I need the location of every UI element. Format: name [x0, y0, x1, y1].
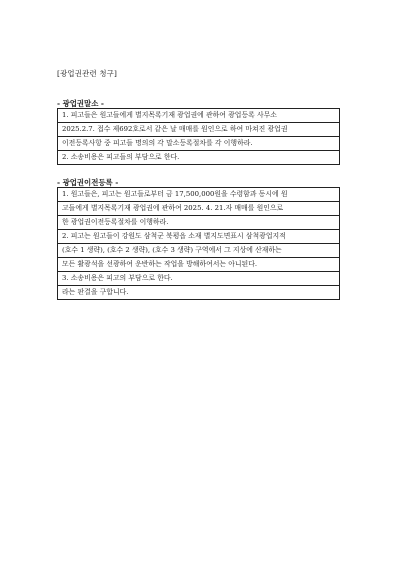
claim-line: 한 광업권이전등록절차를 이행하라.	[58, 215, 339, 229]
claim-line: 라는 판결을 구합니다.	[58, 285, 339, 299]
claim-line: 모든 활광석을 선광하여 운반하는 작업을 방해하여서는 아니된다.	[58, 257, 339, 271]
claim-line: 3. 소송비용은 피고의 부담으로 한다.	[58, 271, 339, 285]
claim-line: (호수 1 생략), (호수 2 생략), (호수 3 생략) 구역에서 그 지상에 산재하는	[58, 243, 339, 257]
section-label-mining-right-transfer: - 광업권이전등록 -	[57, 178, 119, 187]
claim-line: 2. 소송비용은 피고들의 부담으로 한다.	[58, 150, 339, 164]
document-heading: [광업권관련 청구]	[57, 69, 118, 78]
claim-line: 1. 원고들은, 피고는 원고들로부터 금 17,500,000원을 수령함과 동시에 원	[62, 190, 288, 198]
claim-line: 2. 피고는 원고들이 강원도 삼척군 북평읍 소재 별지도면표시 삼척광업지적	[58, 229, 339, 243]
claim-box-cancellation	[57, 108, 340, 165]
section-label-mining-right-cancellation: - 광업권말소 -	[57, 99, 104, 108]
claim-line: 1. 피고들은 원고들에게 별지목록기재 광업권에 관하여 광업등록 사무소	[62, 111, 277, 119]
claim-line: 고들에게 별지목록기재 광업권에 관하여 2025. 4. 21.자 매매를 원인으로	[58, 201, 339, 215]
claim-line: 2025.2.7. 접수 제692호로서 같은 날 매매를 원인으로 하여 마쳐진 광업권	[58, 122, 339, 136]
claim-box-transfer	[57, 187, 340, 300]
claim-line: 이전등록사항 중 피고들 명의의 각 말소등록절차를 각 이행하라.	[58, 136, 339, 150]
